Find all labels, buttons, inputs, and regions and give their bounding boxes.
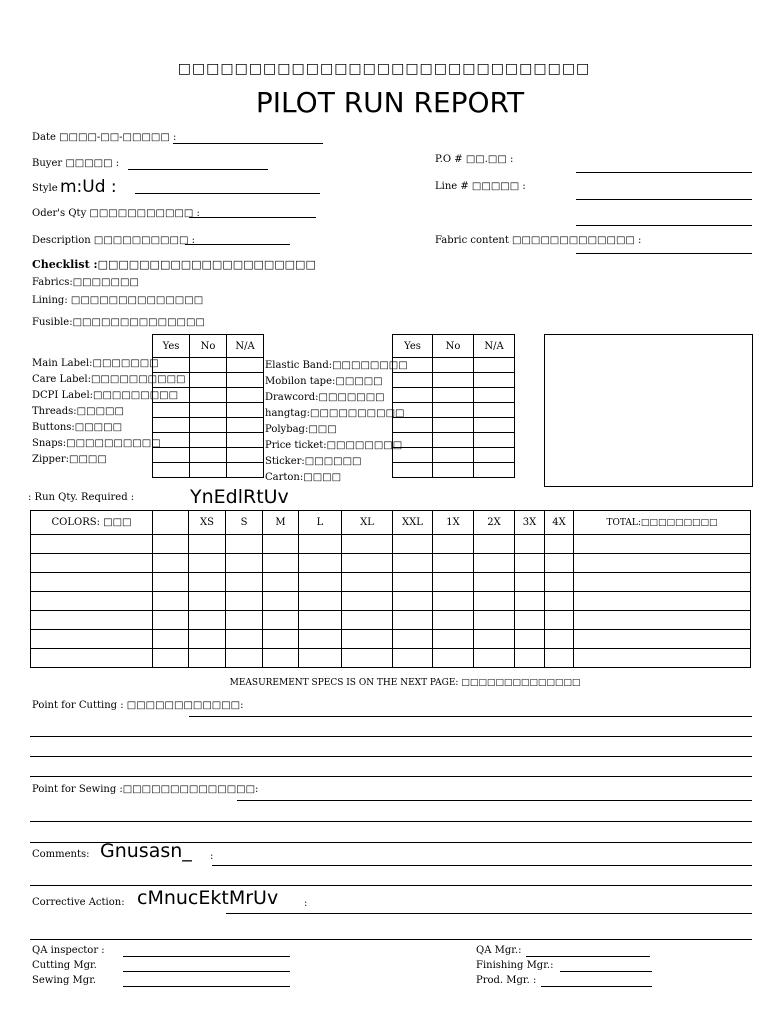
cell[interactable] <box>299 535 342 554</box>
cell[interactable] <box>433 611 474 630</box>
check-cell[interactable] <box>153 463 190 478</box>
header-total: TOTAL:□□□□□□□□□ <box>574 511 751 535</box>
check-cell[interactable] <box>474 418 515 433</box>
checklist-item: Threads:□□□□□ <box>32 406 124 417</box>
check-cell[interactable] <box>190 373 227 388</box>
cell[interactable] <box>31 573 153 592</box>
cell[interactable] <box>515 592 545 611</box>
cell[interactable] <box>342 554 393 573</box>
measurement-note: MEASUREMENT SPECS IS ON THE NEXT PAGE: □□□□□□□□□□□□□□ <box>229 678 581 688</box>
prod-mgr-label: Prod. Mgr. : <box>476 975 537 986</box>
cell[interactable] <box>31 649 153 668</box>
cell[interactable] <box>474 592 515 611</box>
cell[interactable] <box>153 592 189 611</box>
date-field[interactable] <box>173 143 323 144</box>
cell[interactable] <box>515 573 545 592</box>
check-cell[interactable] <box>474 373 515 388</box>
cell[interactable] <box>545 554 574 573</box>
run-qty-value: YnEdlRtUv <box>190 486 289 508</box>
check-cell[interactable] <box>227 373 264 388</box>
fabric-content-label: Fabric content □□□□□□□□□□□□□ : <box>435 235 642 246</box>
cell[interactable] <box>153 649 189 668</box>
check-cell[interactable] <box>153 388 190 403</box>
cell[interactable] <box>226 649 263 668</box>
checklist-item: Care Label:□□□□□□□□□□ <box>32 374 186 385</box>
check-cell[interactable] <box>227 448 264 463</box>
check-cell[interactable] <box>433 448 474 463</box>
po-field[interactable] <box>576 172 752 173</box>
oders-qty-label: Oder's Qty □□□□□□□□□□□ : <box>32 208 200 219</box>
cell[interactable] <box>153 611 189 630</box>
check-cell[interactable] <box>153 373 190 388</box>
corrective-label: Corrective Action: <box>32 897 125 908</box>
cell[interactable] <box>31 554 153 573</box>
cell[interactable] <box>189 611 226 630</box>
check-cell[interactable] <box>190 418 227 433</box>
header-4x: 4X <box>545 511 574 535</box>
cell[interactable] <box>342 649 393 668</box>
check-cell[interactable] <box>474 358 515 373</box>
col-na: N/A <box>227 335 264 358</box>
line-field[interactable] <box>576 199 752 200</box>
check-cell[interactable] <box>433 463 474 478</box>
check-cell[interactable] <box>153 418 190 433</box>
check-cell[interactable] <box>153 433 190 448</box>
cell[interactable] <box>31 592 153 611</box>
col-no: No <box>190 335 227 358</box>
checklist-item: Carton:□□□□ <box>265 472 342 483</box>
checklist-item: DCPI Label:□□□□□□□□□ <box>32 390 179 401</box>
finishing-mgr-label: Finishing Mgr.: <box>476 960 554 971</box>
cell[interactable] <box>226 611 263 630</box>
sewing-label: Point for Sewing :□□□□□□□□□□□□□□: <box>32 784 259 795</box>
comments-label: Comments: <box>32 849 90 860</box>
cell[interactable] <box>189 592 226 611</box>
cell[interactable] <box>433 535 474 554</box>
cell[interactable] <box>574 535 751 554</box>
table-row <box>31 611 751 630</box>
table-row <box>31 630 751 649</box>
cell[interactable] <box>545 611 574 630</box>
cell[interactable] <box>433 649 474 668</box>
cutting-line[interactable] <box>30 776 752 777</box>
cell[interactable] <box>263 592 299 611</box>
check-cell[interactable] <box>153 403 190 418</box>
table-row <box>31 554 751 573</box>
checklist-fusible: Fusible:□□□□□□□□□□□□□□ <box>32 317 205 328</box>
header-xl: XL <box>342 511 393 535</box>
cell[interactable] <box>342 592 393 611</box>
cell[interactable] <box>545 630 574 649</box>
cell[interactable] <box>574 592 751 611</box>
cell[interactable] <box>263 611 299 630</box>
checklist-fabrics: Fabrics:□□□□□□□ <box>32 277 139 288</box>
cell[interactable] <box>433 573 474 592</box>
header-xs: XS <box>189 511 226 535</box>
style-label: Style <box>32 183 58 194</box>
cell[interactable] <box>393 535 433 554</box>
cell[interactable] <box>545 573 574 592</box>
check-cell[interactable] <box>433 373 474 388</box>
report-title: PILOT RUN REPORT <box>255 86 525 119</box>
checklist-item: Snaps:□□□□□□□□□□ <box>32 438 161 449</box>
check-cell[interactable] <box>190 463 227 478</box>
cell[interactable] <box>299 630 342 649</box>
cell[interactable] <box>574 630 751 649</box>
check-cell[interactable] <box>433 418 474 433</box>
check-cell[interactable] <box>393 433 433 448</box>
cell[interactable] <box>515 611 545 630</box>
cell[interactable] <box>393 611 433 630</box>
cell[interactable] <box>545 649 574 668</box>
sewing-line[interactable] <box>237 800 752 801</box>
check-cell[interactable] <box>227 358 264 373</box>
line-label: Line # □□□□□ : <box>435 181 526 192</box>
buyer-field[interactable] <box>128 169 268 170</box>
cell[interactable] <box>299 592 342 611</box>
corrective-colon: : <box>304 898 308 909</box>
checklist-item: Elastic Band:□□□□□□□□ <box>265 360 408 371</box>
cell[interactable] <box>342 535 393 554</box>
cutting-line[interactable] <box>189 716 752 717</box>
cell[interactable] <box>226 535 263 554</box>
cell[interactable] <box>393 573 433 592</box>
check-cell[interactable] <box>474 433 515 448</box>
cell[interactable] <box>393 649 433 668</box>
cell[interactable] <box>189 649 226 668</box>
check-cell[interactable] <box>474 463 515 478</box>
check-cell[interactable] <box>474 388 515 403</box>
check-cell[interactable] <box>227 433 264 448</box>
cutting-label: Point for Cutting : □□□□□□□□□□□□: <box>32 700 244 711</box>
header-m: M <box>263 511 299 535</box>
cutting-line[interactable] <box>30 736 752 737</box>
col-yes: Yes <box>153 335 190 358</box>
qa-inspector-label: QA inspector : <box>32 945 105 956</box>
cell[interactable] <box>515 535 545 554</box>
cell[interactable] <box>189 535 226 554</box>
sewing-mgr-field[interactable] <box>123 986 290 987</box>
check-cell[interactable] <box>433 358 474 373</box>
col-no: No <box>433 335 474 358</box>
cell[interactable] <box>31 611 153 630</box>
cell[interactable] <box>393 630 433 649</box>
check-cell[interactable] <box>393 418 433 433</box>
cell[interactable] <box>189 554 226 573</box>
cell[interactable] <box>31 535 153 554</box>
cell[interactable] <box>545 535 574 554</box>
table-row <box>31 535 751 554</box>
checklist-item: Mobilon tape:□□□□□ <box>265 376 383 387</box>
extra-field[interactable] <box>576 225 752 226</box>
cell[interactable] <box>545 592 574 611</box>
run-qty-label: : Run Qty. Required : <box>28 492 135 503</box>
po-label: P.O # □□.□□ : <box>435 154 514 165</box>
header-blank <box>153 511 189 535</box>
cell[interactable] <box>226 554 263 573</box>
cell[interactable] <box>342 573 393 592</box>
cell[interactable] <box>299 573 342 592</box>
cell[interactable] <box>515 630 545 649</box>
cell[interactable] <box>474 611 515 630</box>
corrective-line[interactable] <box>226 913 752 914</box>
fabric-content-field[interactable] <box>576 253 752 254</box>
cell[interactable] <box>474 535 515 554</box>
cell[interactable] <box>342 630 393 649</box>
check-cell[interactable] <box>227 463 264 478</box>
cell[interactable] <box>153 535 189 554</box>
cell[interactable] <box>153 554 189 573</box>
cell[interactable] <box>433 554 474 573</box>
cell[interactable] <box>393 554 433 573</box>
check-cell[interactable] <box>190 448 227 463</box>
cell[interactable] <box>515 649 545 668</box>
cutting-mgr-field[interactable] <box>123 971 290 972</box>
table-row <box>31 592 751 611</box>
report-subtitle: □□□□□□□□□□□□□□□□□□□□□□□□□□□□□ <box>177 61 591 77</box>
check-cell[interactable] <box>393 463 433 478</box>
right-checklist-labels <box>265 358 408 486</box>
cell[interactable] <box>393 592 433 611</box>
check-cell[interactable] <box>433 433 474 448</box>
checklist-item: Drawcord:□□□□□□□ <box>265 392 385 403</box>
checklist-title: Checklist :□□□□□□□□□□□□□□□□□□□□□ <box>32 258 316 271</box>
check-cell[interactable] <box>474 403 515 418</box>
cell[interactable] <box>189 573 226 592</box>
col-yes: Yes <box>393 335 433 358</box>
checklist-item: hangtag:□□□□□□□□□□ <box>265 408 405 419</box>
check-cell[interactable] <box>393 373 433 388</box>
left-checklist-grid <box>152 334 264 478</box>
cell[interactable] <box>226 573 263 592</box>
cell[interactable] <box>474 554 515 573</box>
qa-mgr-label: QA Mgr.: <box>476 945 522 956</box>
cell[interactable] <box>226 592 263 611</box>
cell[interactable] <box>263 573 299 592</box>
style-field[interactable] <box>135 193 320 194</box>
cell[interactable] <box>342 611 393 630</box>
check-cell[interactable] <box>153 448 190 463</box>
cell[interactable] <box>189 630 226 649</box>
cell[interactable] <box>433 630 474 649</box>
comments-value: Gnusasn_ <box>100 840 192 862</box>
check-cell[interactable] <box>190 433 227 448</box>
checklist-item: Price ticket:□□□□□□□□ <box>265 440 403 451</box>
sewing-mgr-label: Sewing Mgr. <box>32 975 97 986</box>
cell[interactable] <box>263 630 299 649</box>
checklist-lining: Lining: □□□□□□□□□□□□□□ <box>32 295 204 306</box>
check-cell[interactable] <box>153 358 190 373</box>
cell[interactable] <box>263 649 299 668</box>
size-table <box>30 510 751 668</box>
col-na: N/A <box>474 335 515 358</box>
check-cell[interactable] <box>393 403 433 418</box>
comments-line[interactable] <box>30 885 752 886</box>
cell[interactable] <box>263 554 299 573</box>
cell[interactable] <box>226 630 263 649</box>
check-cell[interactable] <box>433 403 474 418</box>
date-label: Date □□□□-□□-□□□□□ : <box>32 132 177 143</box>
table-row <box>31 649 751 668</box>
qa-inspector-field[interactable] <box>123 956 290 957</box>
header-colors: COLORS: □□□ <box>31 511 153 535</box>
corrective-value: cMnucEktMrUv <box>137 887 279 909</box>
checklist-item: Buttons:□□□□□ <box>32 422 123 433</box>
comments-line[interactable] <box>212 865 752 866</box>
cell[interactable] <box>433 592 474 611</box>
checklist-item: Polybag:□□□ <box>265 424 337 435</box>
cell[interactable] <box>263 535 299 554</box>
check-cell[interactable] <box>190 358 227 373</box>
check-cell[interactable] <box>474 448 515 463</box>
sample-box <box>544 334 753 487</box>
right-checklist-grid <box>392 334 515 478</box>
cutting-mgr-label: Cutting Mgr. <box>32 960 97 971</box>
checklist-item: Main Label:□□□□□□□ <box>32 358 159 369</box>
cell[interactable] <box>474 630 515 649</box>
header-1x: 1X <box>433 511 474 535</box>
check-cell[interactable] <box>227 403 264 418</box>
check-cell[interactable] <box>190 388 227 403</box>
cell[interactable] <box>474 573 515 592</box>
check-cell[interactable] <box>190 403 227 418</box>
checklist-item: Sticker:□□□□□□ <box>265 456 362 467</box>
cell[interactable] <box>153 573 189 592</box>
comments-colon: : <box>210 851 214 862</box>
header-s: S <box>226 511 263 535</box>
cell[interactable] <box>574 554 751 573</box>
prod-mgr-field[interactable] <box>541 986 652 987</box>
buyer-label: Buyer □□□□□ : <box>32 158 120 169</box>
check-cell[interactable] <box>227 388 264 403</box>
check-cell[interactable] <box>393 358 433 373</box>
header-l: L <box>299 511 342 535</box>
check-cell[interactable] <box>393 448 433 463</box>
cell[interactable] <box>574 611 751 630</box>
check-cell[interactable] <box>393 388 433 403</box>
checklist-item: Zipper:□□□□ <box>32 454 107 465</box>
header-3x: 3X <box>515 511 545 535</box>
finishing-mgr-field[interactable] <box>560 971 652 972</box>
style-value: m:Ud : <box>60 177 117 197</box>
cell[interactable] <box>474 649 515 668</box>
check-cell[interactable] <box>227 418 264 433</box>
header-2x: 2X <box>474 511 515 535</box>
cell[interactable] <box>299 554 342 573</box>
sewing-line[interactable] <box>30 821 752 822</box>
cell[interactable] <box>515 554 545 573</box>
cell[interactable] <box>299 611 342 630</box>
cell[interactable] <box>299 649 342 668</box>
qa-mgr-field[interactable] <box>526 956 650 957</box>
cell[interactable] <box>31 630 153 649</box>
description-field[interactable] <box>185 244 290 245</box>
table-row <box>31 573 751 592</box>
cell[interactable] <box>153 630 189 649</box>
cell[interactable] <box>574 573 751 592</box>
corrective-line[interactable] <box>30 939 752 940</box>
cell[interactable] <box>574 649 751 668</box>
cutting-line[interactable] <box>30 756 752 757</box>
check-cell[interactable] <box>433 388 474 403</box>
oders-qty-field[interactable] <box>189 217 316 218</box>
description-label: Description □□□□□□□□□□ : <box>32 235 195 246</box>
header-xxl: XXL <box>393 511 433 535</box>
